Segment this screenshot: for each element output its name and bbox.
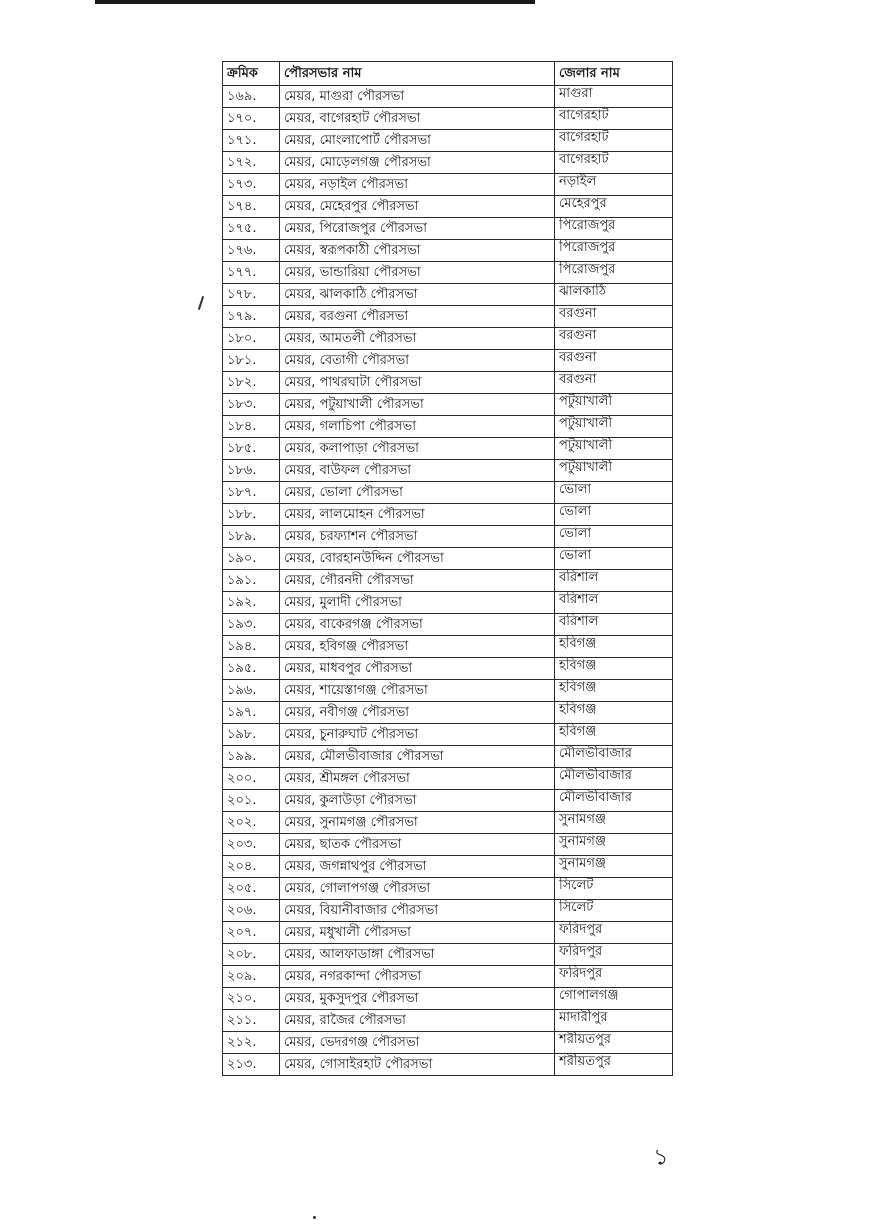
municipality-cell: মেয়র, কুলাউড়া পৌরসভা (280, 790, 555, 812)
serial-cell: ২০৫. (223, 878, 280, 900)
serial-cell: ২১১. (223, 1010, 280, 1032)
municipality-cell: মেয়র, শ্রীমঙ্গল পৌরসভা (280, 768, 555, 790)
municipality-cell: মেয়র, বাকেরগঞ্জ পৌরসভা (280, 614, 555, 636)
serial-cell: ১৭২. (223, 152, 280, 174)
municipality-cell: মেয়র, বাউফল পৌরসভা (280, 460, 555, 482)
municipality-cell: মেয়র, ভান্ডারিয়া পৌরসভা (280, 262, 555, 284)
district-cell: শরীয়তপুর (555, 1032, 673, 1054)
district-cell: বাগেরহাট (555, 108, 673, 130)
serial-cell: ১৯৬. (223, 680, 280, 702)
district-cell: গোপালগঞ্জ (555, 988, 673, 1010)
municipality-cell: মেয়র, ছাতক পৌরসভা (280, 834, 555, 856)
municipality-cell: মেয়র, গলাচিপা পৌরসভা (280, 416, 555, 438)
serial-cell: ১৯৮. (223, 724, 280, 746)
serial-cell: ১৯৯. (223, 746, 280, 768)
table-row (223, 328, 673, 350)
district-cell: সুনামগঞ্জ (555, 834, 673, 856)
table-row (223, 944, 673, 966)
table-body (223, 86, 673, 1076)
table-row (223, 592, 673, 614)
municipality-cell: মেয়র, জগন্নাথপুর পৌরসভা (280, 856, 555, 878)
district-cell: সিলেট (555, 878, 673, 900)
table-row (223, 130, 673, 152)
municipality-cell: মেয়র, বোরহানউদ্দিন পৌরসভা (280, 548, 555, 570)
municipality-cell: মেয়র, লালমোহন পৌরসভা (280, 504, 555, 526)
district-cell: ফরিদপুর (555, 944, 673, 966)
district-cell: বরগুনা (555, 372, 673, 394)
table-row (223, 394, 673, 416)
serial-cell: ১৮৭. (223, 482, 280, 504)
serial-cell: ২০০. (223, 768, 280, 790)
serial-cell: ১৭৩. (223, 174, 280, 196)
district-cell: পটুয়াখালী (555, 416, 673, 438)
serial-cell: ১৭৫. (223, 218, 280, 240)
district-cell: পটুয়াখালী (555, 394, 673, 416)
municipality-cell: মেয়র, নগরকান্দা পৌরসভা (280, 966, 555, 988)
serial-cell: ১৯১. (223, 570, 280, 592)
district-cell: সিলেট (555, 900, 673, 922)
district-cell: পটুয়াখালী (555, 438, 673, 460)
table-row (223, 680, 673, 702)
serial-header: ক্রমিক (223, 62, 280, 86)
serial-cell: ২০৮. (223, 944, 280, 966)
serial-cell: ১৯৭. (223, 702, 280, 724)
serial-cell: ২০৭. (223, 922, 280, 944)
district-cell: হবিগঞ্জ (555, 724, 673, 746)
district-cell: নড়াইল (555, 174, 673, 196)
district-cell: ভোলা (555, 482, 673, 504)
municipality-cell: মেয়র, মোংলাপোর্ট পৌরসভা (280, 130, 555, 152)
municipality-cell: মেয়র, মধুখালী পৌরসভা (280, 922, 555, 944)
table-row (223, 614, 673, 636)
serial-cell: ১৮০. (223, 328, 280, 350)
table-row (223, 1010, 673, 1032)
table-row (223, 482, 673, 504)
serial-cell: ১৭৭. (223, 262, 280, 284)
serial-cell: ১৭৬. (223, 240, 280, 262)
table-row (223, 240, 673, 262)
serial-cell: ১৯০. (223, 548, 280, 570)
municipality-cell: মেয়র, পিরোজপুর পৌরসভা (280, 218, 555, 240)
district-cell: সুনামগঞ্জ (555, 856, 673, 878)
serial-cell: ১৮১. (223, 350, 280, 372)
district-cell: হবিগঞ্জ (555, 636, 673, 658)
table-row (223, 768, 673, 790)
district-cell: মাদারীপুর (555, 1010, 673, 1032)
district-cell: পিরোজপুর (555, 218, 673, 240)
district-cell: ভোলা (555, 526, 673, 548)
district-cell: মৌলভীবাজার (555, 790, 673, 812)
district-cell: হবিগঞ্জ (555, 702, 673, 724)
district-cell: ফরিদপুর (555, 966, 673, 988)
table-row (223, 86, 673, 108)
district-cell: বরগুনা (555, 306, 673, 328)
table-row (223, 900, 673, 922)
table-row (223, 108, 673, 130)
district-cell: হবিগঞ্জ (555, 658, 673, 680)
table-row (223, 966, 673, 988)
table-header-row (223, 62, 673, 86)
table-row (223, 834, 673, 856)
serial-cell: ২০৩. (223, 834, 280, 856)
table-row (223, 504, 673, 526)
table-row (223, 790, 673, 812)
table-row (223, 174, 673, 196)
serial-cell: ২১৩. (223, 1054, 280, 1076)
serial-cell: ১৭০. (223, 108, 280, 130)
serial-cell: ১৯৪. (223, 636, 280, 658)
table-row (223, 460, 673, 482)
district-cell: ভোলা (555, 548, 673, 570)
district-cell: বাগেরহাট (555, 152, 673, 174)
stray-dot (313, 1216, 316, 1219)
table-row (223, 812, 673, 834)
serial-cell: ২১২. (223, 1032, 280, 1054)
municipality-cell: মেয়র, বিয়ানীবাজার পৌরসভা (280, 900, 555, 922)
municipality-cell: মেয়র, বাগেরহাট পৌরসভা (280, 108, 555, 130)
municipality-cell: মেয়র, চুনারুঘাট পৌরসভা (280, 724, 555, 746)
table-row (223, 196, 673, 218)
page-number-mark: ১ (652, 1144, 670, 1171)
table-row (223, 438, 673, 460)
table-row (223, 1032, 673, 1054)
serial-cell: ১৯৫. (223, 658, 280, 680)
municipality-cell: মেয়র, স্বরূপকাঠী পৌরসভা (280, 240, 555, 262)
stray-pen-mark (198, 296, 204, 310)
municipality-cell: মেয়র, ভেদরগঞ্জ পৌরসভা (280, 1032, 555, 1054)
serial-cell: ১৮৬. (223, 460, 280, 482)
table-row (223, 152, 673, 174)
table-row (223, 372, 673, 394)
municipality-cell: মেয়র, চরফ্যাশন পৌরসভা (280, 526, 555, 548)
district-cell: বরিশাল (555, 570, 673, 592)
serial-cell: ১৮৮. (223, 504, 280, 526)
municipality-cell: মেয়র, মৌলভীবাজার পৌরসভা (280, 746, 555, 768)
municipality-cell: মেয়র, গোলাপগঞ্জ পৌরসভা (280, 878, 555, 900)
municipality-cell: মেয়র, আমতলী পৌরসভা (280, 328, 555, 350)
municipality-cell: মেয়র, শায়েস্তাগঞ্জ পৌরসভা (280, 680, 555, 702)
district-cell: বরিশাল (555, 614, 673, 636)
municipality-cell: মেয়র, মাগুরা পৌরসভা (280, 86, 555, 108)
municipality-cell: মেয়র, মুকসুদপুর পৌরসভা (280, 988, 555, 1010)
table-row (223, 1054, 673, 1076)
district-cell: বাগেরহাট (555, 130, 673, 152)
serial-cell: ১৮৪. (223, 416, 280, 438)
table-row (223, 416, 673, 438)
municipality-cell: মেয়র, নড়াইল পৌরসভা (280, 174, 555, 196)
municipality-cell: মেয়র, কলাপাড়া পৌরসভা (280, 438, 555, 460)
table-row (223, 636, 673, 658)
top-rule-line (95, 0, 535, 4)
serial-cell: ১৮৯. (223, 526, 280, 548)
municipality-cell: মেয়র, বরগুনা পৌরসভা (280, 306, 555, 328)
district-cell: হবিগঞ্জ (555, 680, 673, 702)
municipality-header: পৌরসভার নাম (280, 62, 555, 86)
serial-cell: ২০২. (223, 812, 280, 834)
table-row (223, 724, 673, 746)
table-row (223, 284, 673, 306)
municipality-cell: মেয়র, মুলাদী পৌরসভা (280, 592, 555, 614)
municipality-cell: মেয়র, হবিগঞ্জ পৌরসভা (280, 636, 555, 658)
district-cell: ঝালকাঠি (555, 284, 673, 306)
district-cell: পটুয়াখালী (555, 460, 673, 482)
serial-cell: ১৬৯. (223, 86, 280, 108)
municipality-cell: মেয়র, পাথরঘাটা পৌরসভা (280, 372, 555, 394)
municipality-table (222, 61, 673, 1076)
serial-cell: ১৮৫. (223, 438, 280, 460)
district-cell: শরীয়তপুর (555, 1054, 673, 1076)
table-row (223, 262, 673, 284)
serial-cell: ১৮২. (223, 372, 280, 394)
municipality-cell: মেয়র, সুনামগঞ্জ পৌরসভা (280, 812, 555, 834)
serial-cell: ২০১. (223, 790, 280, 812)
district-cell: মাগুরা (555, 86, 673, 108)
table-row (223, 746, 673, 768)
table-row (223, 526, 673, 548)
municipality-cell: মেয়র, গোসাইরহাট পৌরসভা (280, 1054, 555, 1076)
serial-cell: ১৭৯. (223, 306, 280, 328)
municipality-cell: মেয়র, মেহেরপুর পৌরসভা (280, 196, 555, 218)
district-cell: বরগুনা (555, 328, 673, 350)
table-row (223, 658, 673, 680)
table-row (223, 702, 673, 724)
municipality-cell: মেয়র, মোড়েলগঞ্জ পৌরসভা (280, 152, 555, 174)
table-row (223, 548, 673, 570)
municipality-cell: মেয়র, পটুয়াখালী পৌরসভা (280, 394, 555, 416)
serial-cell: ১৮৩. (223, 394, 280, 416)
district-cell: পিরোজপুর (555, 240, 673, 262)
table-row (223, 350, 673, 372)
district-cell: সুনামগঞ্জ (555, 812, 673, 834)
municipality-cell: মেয়র, আলফাডাঙ্গা পৌরসভা (280, 944, 555, 966)
serial-cell: ২০৬. (223, 900, 280, 922)
table-row (223, 922, 673, 944)
municipality-cell: মেয়র, রাজৈর পৌরসভা (280, 1010, 555, 1032)
serial-cell: ২১০. (223, 988, 280, 1010)
serial-cell: ১৭৮. (223, 284, 280, 306)
serial-cell: ২০৯. (223, 966, 280, 988)
district-cell: মৌলভীবাজার (555, 768, 673, 790)
serial-cell: ১৭১. (223, 130, 280, 152)
district-cell: বরিশাল (555, 592, 673, 614)
table-row (223, 218, 673, 240)
serial-cell: ১৯২. (223, 592, 280, 614)
municipality-cell: মেয়র, গৌরনদী পৌরসভা (280, 570, 555, 592)
municipality-cell: মেয়র, মাধবপুর পৌরসভা (280, 658, 555, 680)
municipality-cell: মেয়র, বেতাগী পৌরসভা (280, 350, 555, 372)
district-cell: বরগুনা (555, 350, 673, 372)
table-row (223, 856, 673, 878)
municipality-cell: মেয়র, ঝালকাঠি পৌরসভা (280, 284, 555, 306)
district-cell: মেহেরপুর (555, 196, 673, 218)
serial-cell: ১৭৪. (223, 196, 280, 218)
district-cell: ফরিদপুর (555, 922, 673, 944)
serial-cell: ১৯৩. (223, 614, 280, 636)
table-row (223, 878, 673, 900)
district-cell: পিরোজপুর (555, 262, 673, 284)
municipality-cell: মেয়র, ভোলা পৌরসভা (280, 482, 555, 504)
table-row (223, 988, 673, 1010)
district-cell: মৌলভীবাজার (555, 746, 673, 768)
serial-cell: ২০৪. (223, 856, 280, 878)
district-header: জেলার নাম (555, 62, 673, 86)
district-cell: ভোলা (555, 504, 673, 526)
table-row (223, 306, 673, 328)
municipality-cell: মেয়র, নবীগঞ্জ পৌরসভা (280, 702, 555, 724)
table-row (223, 570, 673, 592)
